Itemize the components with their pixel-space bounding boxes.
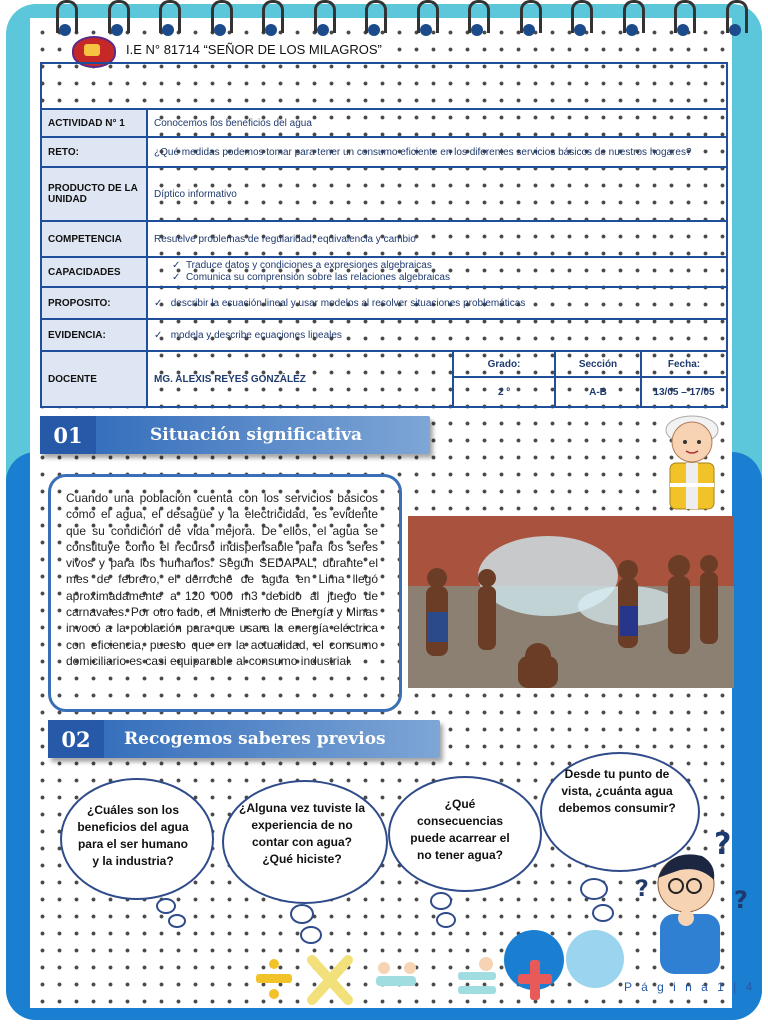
reto-value: ¿Qué medidas podemos tomar para tener un consumo eficiente en los diferentes servicios básicos de nuestros hogares? xyxy=(147,137,727,167)
spiral-hole xyxy=(677,24,689,36)
fecha-value: 13/05 – 17/05 xyxy=(641,377,727,407)
svg-text:?: ? xyxy=(734,886,748,914)
carnival-photo-image xyxy=(408,516,734,688)
actividad-value: Conocemos los beneficios del agua xyxy=(147,109,727,137)
docente-value: MG. ALEXIS REYES GONZÁLEZ xyxy=(147,351,453,407)
docente-label: DOCENTE xyxy=(41,351,147,407)
section-2-banner xyxy=(48,720,440,758)
math-operation-icons xyxy=(252,950,552,1010)
proposito-value: ✓ describir la ecuación lineal y usar modelos al resolver situaciones problemáticas xyxy=(147,287,727,319)
question-4: Desde tu punto de vista, ¿cuánta agua debemos consumir? xyxy=(558,767,676,815)
thinking-boy-illustration xyxy=(630,830,754,980)
producto-label: PRODUCTO DE LA UNIDAD xyxy=(41,167,147,221)
spiral-hole xyxy=(420,24,432,36)
actividad-label: ACTIVIDAD N° 1 xyxy=(41,109,147,137)
spiral-hole xyxy=(471,24,483,36)
page-number: P á g i n a 1 | 4 xyxy=(624,980,756,994)
spiral-hole xyxy=(626,24,638,36)
cloud-puff xyxy=(168,914,186,928)
grado-value: 2 º xyxy=(453,377,555,407)
cloud-puff xyxy=(592,904,614,922)
cloud-puff xyxy=(290,904,314,924)
producto-value: Díptico informativo xyxy=(147,167,727,221)
school-title: I.E N° 81714 “SEÑOR DE LOS MILAGROS” xyxy=(122,42,386,57)
subtract-icon xyxy=(376,962,416,986)
section-1-banner xyxy=(40,416,430,454)
plus-icon xyxy=(518,960,552,1000)
check-icon: ✓ xyxy=(154,297,171,309)
cloud-puff xyxy=(430,892,452,910)
competencia-label: COMPETENCIA xyxy=(41,221,147,257)
check-icon: ✓ xyxy=(172,260,186,271)
spiral-hole xyxy=(111,24,123,36)
multiply-icon xyxy=(312,960,348,1000)
decorative-circle xyxy=(566,930,624,988)
capacidad-item: ✓ Comunica su comprensión sobre las relaciones algebraicas xyxy=(172,272,450,283)
cloud-puff xyxy=(156,898,176,914)
question-2: ¿Alguna vez tuviste la experiencia de no contar con agua? ¿Qué hiciste? xyxy=(238,801,366,866)
section-1-number: 01 xyxy=(40,416,96,454)
cloud-puff xyxy=(300,926,322,944)
spiral-hole xyxy=(729,24,741,36)
seccion-value: A-B xyxy=(555,377,641,407)
section-1-title: Situación significativa xyxy=(150,425,363,445)
evidencia-value: ✓ modela y describe ecuaciones lineales xyxy=(147,319,727,351)
cloud-puff xyxy=(580,878,608,900)
equals-icon xyxy=(458,957,496,994)
spiral-hole xyxy=(162,24,174,36)
section-2-number: 02 xyxy=(48,720,104,758)
section-2-title: Recogemos saberes previos xyxy=(124,729,386,749)
capacidad-item: ✓ Traduce datos y condiciones a expresiones algebraicas xyxy=(172,260,432,271)
capacidades-label: CAPACIDADES xyxy=(41,257,147,287)
worker-character-illustration xyxy=(644,408,740,516)
reto-label: RETO: xyxy=(41,137,147,167)
spiral-hole xyxy=(265,24,277,36)
story-text: Cuando una población cuenta con los servicios básicos como el agua, el desagüe y la electricidad, es evidente que su condición de vida mejora. De ellos, el agua se constituye como el recurso indispensable para los seres vivos y para los humanos. Según SEDAPAL, durante el mes de febrero, el derroche de agua en Lima llegó aproximadamente a 120 000 m3 debido al juego de carnavales. Por otro lado, el Ministerio de Energía y Minas invocó a la población para que usara la energía eléctrica con eficiencia, puesto que en la actualidad, el consumo domiciliario es casi equiparable al consumo industrial. xyxy=(66,491,378,668)
activity-info-table xyxy=(40,62,728,408)
spiral-hole xyxy=(368,24,380,36)
check-icon: ✓ xyxy=(172,272,186,283)
seccion-label: Sección xyxy=(555,351,641,377)
spiral-hole xyxy=(574,24,586,36)
question-1: ¿Cuáles son los beneficios del agua para el ser humano y la industria? xyxy=(77,803,189,868)
competencia-value: Resuelve problemas de regularidad, equivalencia y cambio xyxy=(147,221,727,257)
blank-row xyxy=(41,63,727,109)
evidencia-label: EVIDENCIA: xyxy=(41,319,147,351)
grado-label: Grado: xyxy=(453,351,555,377)
capacidades-value xyxy=(147,257,727,287)
spiral-hole xyxy=(214,24,226,36)
svg-text:?: ? xyxy=(714,830,732,862)
divide-icon xyxy=(256,959,292,999)
fecha-label: Fecha: xyxy=(641,351,727,377)
svg-text:?: ? xyxy=(636,877,649,902)
spiral-hole xyxy=(317,24,329,36)
question-3: ¿Qué consecuencias puede acarrear el no tener agua? xyxy=(410,797,510,862)
check-icon: ✓ xyxy=(154,329,171,341)
proposito-label: PROPOSITO: xyxy=(41,287,147,319)
carnival-photo xyxy=(408,516,734,688)
cloud-puff xyxy=(436,912,456,928)
spiral-hole xyxy=(523,24,535,36)
spiral-hole xyxy=(59,24,71,36)
